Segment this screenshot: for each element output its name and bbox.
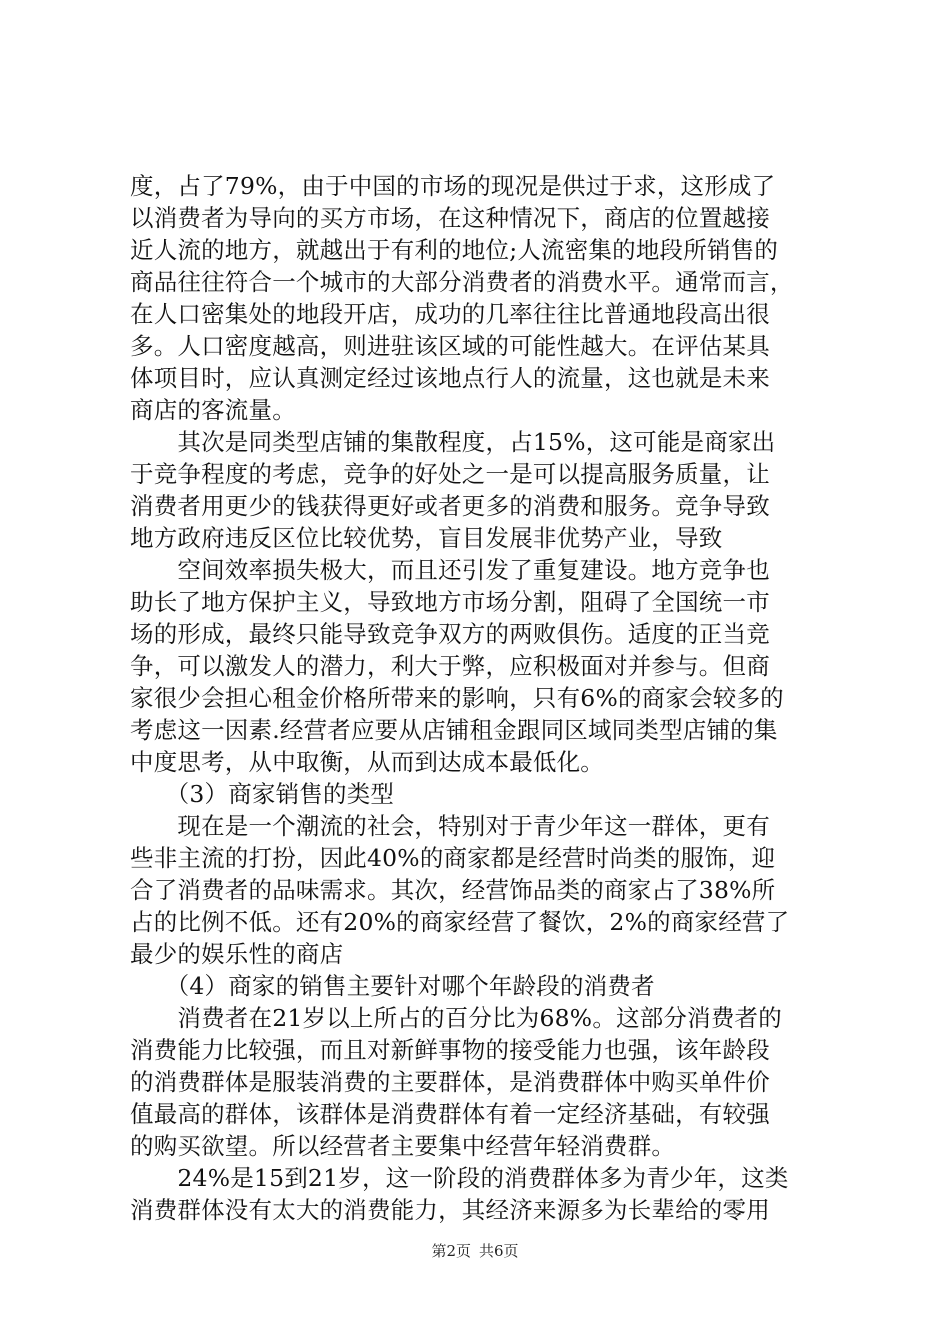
text-line: 消费者用更少的钱获得更好或者更多的消费和服务。竞争导致 <box>130 492 770 520</box>
text-line: 最少的娱乐性的商店 <box>130 940 344 968</box>
text-line: 地方政府违反区位比较优势，盲目发展非优势产业，导致 <box>130 524 723 552</box>
text-line: 度，占了79%，由于中国的市场的现况是供过于求，这形成了 <box>130 172 776 200</box>
text-line: 空间效率损失极大，而且还引发了重复建设。地方竞争也 <box>130 556 770 584</box>
document-body <box>130 170 830 1226</box>
text-line: 于竞争程度的考虑，竞争的好处之一是可以提高服务质量，让 <box>130 460 770 488</box>
text-line: 商店的客流量。 <box>130 396 296 424</box>
text-line: 体项目时，应认真测定经过该地点行人的流量，这也就是未来 <box>130 364 770 392</box>
text-line: 考虑这一因素.经营者应要从店铺租金跟同区域同类型店铺的集 <box>130 716 778 744</box>
text-line: 家很少会担心租金价格所带来的影响，只有6%的商家会较多的 <box>130 684 784 712</box>
text-line: 争，可以激发人的潜力，利大于弊，应积极面对并参与。但商 <box>130 652 770 680</box>
text-line: 值最高的群体，该群体是消费群体有着一定经济基础，有较强 <box>130 1100 770 1128</box>
text-line: 助长了地方保护主义，导致地方市场分割，阻碍了全国统一市 <box>130 588 770 616</box>
text-line: 的消费群体是服装消费的主要群体，是消费群体中购买单件价 <box>130 1068 770 1096</box>
text-line: 其次是同类型店铺的集散程度，占15%，这可能是商家出 <box>130 428 776 456</box>
section-heading: （3）商家销售的类型 <box>130 780 395 808</box>
text-line: 消费者在21岁以上所占的百分比为68%。这部分消费者的 <box>130 1004 782 1032</box>
text-line: 近人流的地方，就越出于有利的地位;人流密集的地段所销售的 <box>130 236 779 264</box>
section-heading: （4）商家的销售主要针对哪个年龄段的消费者 <box>130 972 655 1000</box>
text-line: 中度思考，从中取衡，从而到达成本最低化。 <box>130 748 604 776</box>
text-line: 些非主流的打扮，因此40%的商家都是经营时尚类的服饰，迎 <box>130 844 776 872</box>
text-line: 24%是15到21岁，这一阶段的消费群体多为青少年，这类 <box>130 1164 789 1192</box>
page-total: 共6页 <box>479 1242 519 1260</box>
text-line: 占的比例不低。还有20%的商家经营了餐饮，2%的商家经营了 <box>130 908 790 936</box>
text-line: 多。人口密度越高，则进驻该区域的可能性越大。在评估某具 <box>130 332 770 360</box>
text-line: 以消费者为导向的买方市场，在这种情况下，商店的位置越接 <box>130 204 770 232</box>
text-line: 现在是一个潮流的社会，特别对于青少年这一群体，更有 <box>130 812 770 840</box>
text-line: 场的形成，最终只能导致竞争双方的两败俱伤。适度的正当竞 <box>130 620 770 648</box>
text-line: 商品往往符合一个城市的大部分消费者的消费水平。通常而言， <box>130 268 794 296</box>
text-line: 的购买欲望。所以经营者主要集中经营年轻消费群。 <box>130 1132 676 1160</box>
page-footer <box>0 1240 950 1261</box>
page-number: 第2页 <box>431 1242 471 1260</box>
text-line: 合了消费者的品味需求。其次，经营饰品类的商家占了38%所 <box>130 876 776 904</box>
text-line: 在人口密集处的地段开店，成功的几率往往比普通地段高出很 <box>130 300 770 328</box>
text-line: 消费能力比较强，而且对新鲜事物的接受能力也强，该年龄段 <box>130 1036 770 1064</box>
text-line: 消费群体没有太大的消费能力，其经济来源多为长辈给的零用 <box>130 1196 770 1224</box>
